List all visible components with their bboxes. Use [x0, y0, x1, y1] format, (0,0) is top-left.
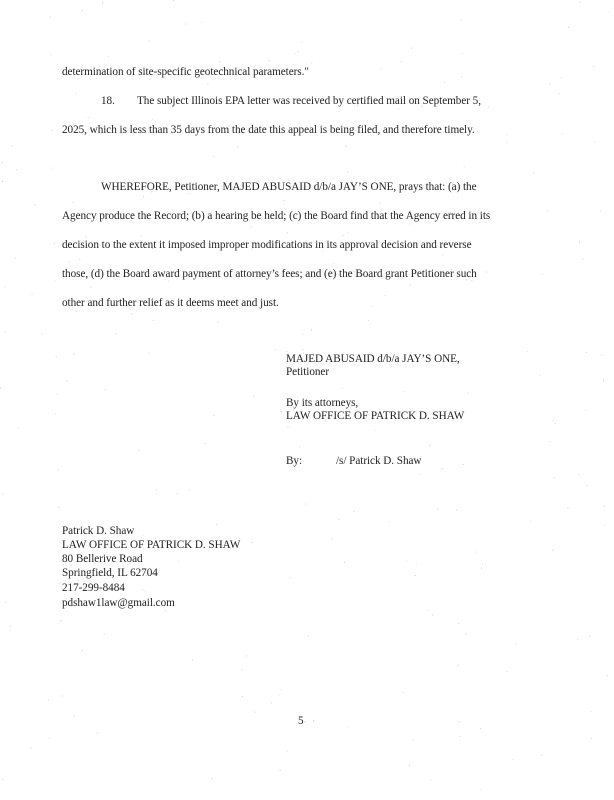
page-number: 5 [298, 715, 304, 727]
speckle-dot [464, 166, 465, 167]
speckle-dot [189, 490, 190, 491]
speckle-dot [177, 493, 178, 494]
wherefore-line-3: decision to the extent it imposed improper modifications in its approval decision and reverse [62, 239, 472, 251]
speckle-dot [410, 284, 411, 285]
speckle-dot [311, 329, 312, 330]
speckle-dot [549, 84, 550, 85]
speckle-dot [460, 20, 461, 21]
speckle-dot [144, 592, 145, 593]
speckle-dot [429, 445, 430, 446]
speckle-dot [48, 700, 49, 701]
speckle-dot [165, 610, 166, 611]
speckle-dot [507, 134, 508, 135]
speckle-dot [308, 636, 309, 637]
speckle-dot [591, 711, 592, 712]
speckle-dot [157, 493, 158, 494]
speckle-dot [601, 355, 602, 356]
speckle-dot [31, 748, 32, 749]
speckle-dot [290, 577, 291, 578]
speckle-dot [299, 446, 300, 447]
speckle-dot [284, 200, 285, 201]
speckle-dot [214, 156, 215, 157]
speckle-dot [344, 562, 345, 563]
speckle-dot [32, 294, 33, 295]
speckle-dot [401, 61, 402, 62]
speckle-dot [480, 728, 481, 729]
speckle-dot [593, 66, 594, 67]
speckle-dot [62, 696, 63, 697]
speckle-dot [246, 656, 247, 657]
speckle-dot [604, 506, 605, 507]
signature-by-label: By: [286, 455, 303, 467]
speckle-dot [280, 770, 281, 771]
speckle-dot [380, 203, 381, 204]
wherefore-line-5: other and further relief as it deems meet and just. [62, 297, 279, 309]
signature-name: /s/ Patrick D. Shaw [336, 455, 422, 467]
speckle-dot [74, 354, 75, 355]
speckle-dot [5, 332, 6, 333]
speckle-dot [75, 94, 76, 95]
speckle-dot [442, 468, 443, 469]
signature-firm: LAW OFFICE OF PATRICK D. SHAW [286, 410, 465, 422]
speckle-dot [102, 2, 103, 3]
speckle-dot [278, 694, 279, 695]
speckle-dot [458, 623, 459, 624]
speckle-dot [2, 779, 3, 780]
speckle-dot [9, 630, 10, 631]
speckle-dot [585, 410, 586, 411]
speckle-dot [343, 235, 344, 236]
speckle-dot [57, 394, 58, 395]
speckle-dot [591, 738, 592, 739]
speckle-dot [406, 561, 407, 562]
speckle-dot [419, 474, 420, 475]
speckle-dot [587, 485, 588, 486]
contact-city: Springfield, IL 62704 [62, 567, 158, 579]
speckle-dot [458, 665, 459, 666]
speckle-dot [251, 226, 252, 227]
speckle-dot [91, 287, 92, 288]
speckle-dot [108, 56, 109, 57]
speckle-dot [2, 162, 3, 163]
speckle-dot [311, 62, 312, 63]
signature-by-attorneys: By its attorneys, [286, 397, 359, 409]
speckle-dot [202, 22, 203, 23]
speckle-dot [214, 415, 215, 416]
contact-phone: 217-299-8484 [62, 582, 125, 594]
speckle-dot [287, 233, 288, 234]
speckle-dot [88, 117, 89, 118]
speckle-dot [254, 712, 255, 713]
speckle-dot [541, 755, 542, 756]
speckle-dot [589, 636, 590, 637]
contact-firm: LAW OFFICE OF PATRICK D. SHAW [62, 539, 241, 551]
speckle-dot [579, 474, 580, 475]
paragraph-18-line-2: 2025, which is less than 35 days from the date this appeal is being filed, and therefore timely. [62, 124, 475, 136]
speckle-dot [577, 639, 578, 640]
speckle-dot [156, 490, 157, 491]
speckle-dot [456, 510, 457, 511]
speckle-dot [212, 778, 213, 779]
speckle-dot [444, 82, 445, 83]
speckle-dot [411, 48, 412, 49]
speckle-dot [468, 393, 469, 394]
speckle-dot [413, 740, 414, 741]
speckle-dot [346, 146, 347, 147]
speckle-dot [143, 535, 144, 536]
speckle-dot [559, 93, 560, 94]
speckle-dot [143, 196, 144, 197]
speckle-dot [513, 759, 514, 760]
speckle-dot [304, 722, 305, 723]
speckle-dot [142, 589, 143, 590]
speckle-dot [334, 263, 335, 264]
speckle-dot [97, 733, 98, 734]
speckle-dot [583, 259, 584, 260]
speckle-dot [516, 643, 517, 644]
speckle-dot [372, 306, 373, 307]
speckle-dot [486, 272, 487, 273]
speckle-dot [375, 430, 376, 431]
speckle-dot [381, 69, 382, 70]
speckle-dot [288, 426, 289, 427]
speckle-dot [561, 77, 562, 78]
speckle-dot [141, 236, 142, 237]
speckle-dot [254, 396, 255, 397]
speckle-dot [301, 41, 302, 42]
speckle-dot [302, 349, 303, 350]
speckle-dot [16, 169, 17, 170]
speckle-dot [459, 721, 460, 722]
speckle-dot [539, 375, 540, 376]
speckle-dot [347, 172, 348, 173]
speckle-dot [385, 295, 386, 296]
speckle-dot [403, 692, 404, 693]
speckle-dot [59, 507, 60, 508]
contact-name: Patrick D. Shaw [62, 525, 135, 537]
speckle-dot [604, 524, 605, 525]
speckle-dot [53, 168, 54, 169]
speckle-dot [82, 650, 83, 651]
speckle-dot [131, 313, 132, 314]
speckle-dot [437, 509, 438, 510]
speckle-dot [60, 620, 61, 621]
speckle-dot [55, 281, 56, 282]
speckle-dot [607, 675, 608, 676]
speckle-dot [432, 615, 433, 616]
speckle-dot [138, 450, 139, 451]
speckle-dot [252, 542, 253, 543]
speckle-dot [579, 242, 580, 243]
speckle-dot [192, 660, 193, 661]
speckle-dot [303, 334, 304, 335]
speckle-dot [306, 504, 307, 505]
speckle-dot [207, 83, 208, 84]
speckle-dot [18, 427, 19, 428]
speckle-dot [580, 2, 581, 3]
speckle-dot [553, 420, 554, 421]
speckle-dot [547, 211, 548, 212]
speckle-dot [4, 286, 5, 287]
speckle-dot [461, 76, 462, 77]
speckle-dot [466, 634, 467, 635]
speckle-dot [281, 411, 282, 412]
speckle-dot [409, 765, 410, 766]
speckle-dot [35, 204, 36, 205]
speckle-dot [481, 568, 482, 569]
speckle-dot [389, 521, 390, 522]
speckle-dot [586, 352, 587, 353]
speckle-dot [115, 334, 116, 335]
speckle-dot [554, 477, 555, 478]
signature-party: MAJED ABUSAID d/b/a JAY’S ONE, [286, 353, 460, 365]
speckle-dot [542, 274, 543, 275]
speckle-dot [79, 259, 80, 260]
paragraph-18-line-1: The subject Illinois EPA letter was received by certified mail on September 5, [137, 95, 481, 107]
speckle-dot [73, 202, 74, 203]
speckle-dot [600, 211, 601, 212]
speckle-dot [428, 610, 429, 611]
speckle-dot [368, 320, 369, 321]
speckle-dot [152, 119, 153, 120]
speckle-dot [178, 561, 179, 562]
speckle-dot [56, 356, 57, 357]
speckle-dot [348, 727, 349, 728]
speckle-dot [550, 441, 551, 442]
speckle-dot [462, 53, 463, 54]
speckle-dot [562, 134, 563, 135]
speckle-dot [530, 521, 531, 522]
speckle-dot [332, 538, 333, 539]
speckle-dot [460, 736, 461, 737]
contact-email: pdshaw1law@gmail.com [62, 597, 175, 609]
speckle-dot [269, 60, 270, 61]
speckle-dot [82, 10, 83, 11]
speckle-dot [58, 583, 59, 584]
speckle-dot [149, 41, 150, 42]
speckle-dot [271, 702, 272, 703]
speckle-dot [553, 550, 554, 551]
speckle-dot [242, 669, 243, 670]
speckle-dot [216, 524, 217, 525]
contact-street: 80 Bellerive Road [62, 553, 143, 565]
speckle-dot [507, 671, 508, 672]
speckle-dot [313, 720, 314, 721]
speckle-dot [58, 469, 59, 470]
speckle-dot [298, 51, 299, 52]
paragraph-18-number: 18. [101, 95, 115, 107]
speckle-dot [52, 130, 53, 131]
speckle-dot [568, 507, 569, 508]
speckle-dot [527, 351, 528, 352]
speckle-dot [69, 261, 70, 262]
speckle-dot [67, 381, 68, 382]
speckle-dot [347, 232, 348, 233]
speckle-dot [442, 255, 443, 256]
speckle-dot [60, 582, 61, 583]
speckle-dot [339, 519, 340, 520]
speckle-dot [568, 27, 569, 28]
speckle-dot [237, 146, 238, 147]
speckle-dot [416, 563, 417, 564]
speckle-dot [398, 108, 399, 109]
speckle-dot [410, 224, 411, 225]
speckle-dot [51, 54, 52, 55]
speckle-dot [76, 311, 77, 312]
speckle-dot [403, 391, 404, 392]
signature-role: Petitioner [286, 366, 329, 378]
speckle-dot [488, 107, 489, 108]
speckle-dot [603, 380, 604, 381]
speckle-dot [173, 0, 174, 1]
speckle-dot [415, 575, 416, 576]
wherefore-line-1: WHEREFORE, Petitioner, MAJED ABUSAID d/b/a JAY’S ONE, prays that: (a) the [101, 181, 477, 193]
speckle-dot [219, 61, 220, 62]
speckle-dot [136, 311, 137, 312]
speckle-dot [342, 388, 343, 389]
speckle-dot [153, 320, 154, 321]
speckle-dot [353, 511, 354, 512]
speckle-dot [480, 789, 481, 790]
speckle-dot [2, 493, 3, 494]
speckle-dot [609, 11, 610, 12]
speckle-dot [482, 563, 483, 564]
speckle-dot [281, 689, 282, 690]
speckle-dot [50, 17, 51, 18]
speckle-dot [242, 696, 243, 697]
paragraph-17-ending: determination of site-specific geotechnical parameters." [62, 66, 309, 78]
speckle-dot [275, 350, 276, 351]
wherefore-line-4: those, (d) the Board award payment of attorney’s fees; and (e) the Board grant Petitioner such [62, 268, 477, 280]
speckle-dot [186, 24, 187, 25]
speckle-dot [5, 602, 6, 603]
speckle-dot [42, 334, 43, 335]
speckle-dot [54, 243, 55, 244]
speckle-dot [533, 173, 534, 174]
speckle-dot [11, 145, 12, 146]
wherefore-line-2: Agency produce the Record; (b) a hearing be held; (c) the Board find that the Agency erred in its [62, 210, 491, 222]
speckle-dot [476, 552, 477, 553]
speckle-dot [205, 443, 206, 444]
speckle-dot [2, 181, 3, 182]
speckle-dot [595, 142, 596, 143]
speckle-dot [15, 258, 16, 259]
speckle-dot [431, 779, 432, 780]
speckle-dot [49, 737, 50, 738]
speckle-dot [506, 142, 507, 143]
speckle-dot [10, 626, 11, 627]
speckle-dot [463, 464, 464, 465]
speckle-dot [295, 53, 296, 54]
speckle-dot [287, 751, 288, 752]
speckle-dot [218, 321, 219, 322]
speckle-dot [0, 388, 1, 389]
speckle-dot [149, 353, 150, 354]
speckle-dot [105, 389, 106, 390]
speckle-dot [104, 634, 105, 635]
speckle-dot [73, 716, 74, 717]
speckle-dot [555, 423, 556, 424]
speckle-dot [55, 414, 56, 415]
